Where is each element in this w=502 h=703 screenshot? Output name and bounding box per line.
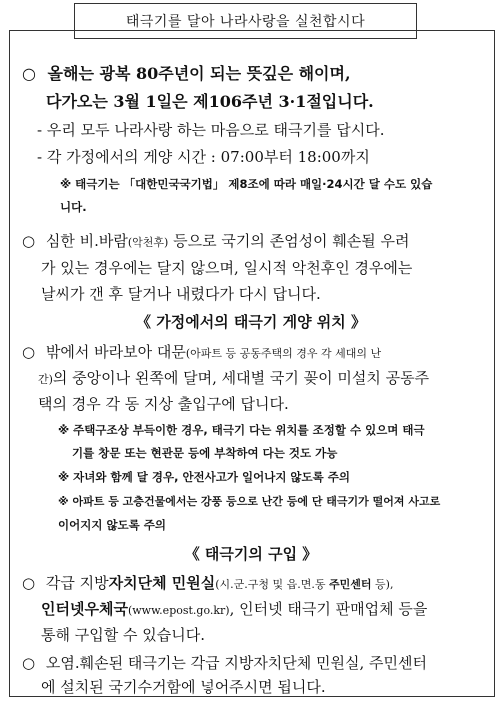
section3-note1-a: ※ 주택구조상 부득이한 경우, 태극기 다는 위치를 조정할 수 있으며 태극 [58,423,425,437]
section1-dash1: - 우리 모두 나라사랑 하는 마음으로 태극기를 답시다. [37,121,385,139]
section4-line2: 인터넷우체국(www.epost.go.kr), 인터넷 태극기 판매업체 등을 [41,600,428,618]
section3-line3: 택의 경우 각 동 지상 출입구에 답니다. [38,395,289,413]
section3-note3-a: ※ 아파트 등 고층건물에서는 강풍 등으로 난간 등에 단 태극기가 떨어져 사고로 [58,495,441,508]
page-title: 태극기를 달아 나라사랑을 실천합시다 [74,3,417,39]
section4-line1: ○ 각급 지방자치단체 민원실(시.군.구청 및 읍.면.동 주민센터 등), [22,574,394,592]
section5-line1: ○ 오염.훼손된 태극기는 각급 지방자치단체 민원실, 주민센터 [22,654,428,672]
section1-dash2: - 각 가정에서의 게양 시간 : 07:00부터 18:00까지 [37,148,370,166]
section3-line2: 간)의 중앙이나 왼쪽에 달며, 세대별 국기 꽂이 미설치 공동주 [38,369,430,387]
section2-line2: 가 있는 경우에는 달지 않으며, 일시적 악천후인 경우에는 [41,259,413,277]
section3-note1-b: 기를 창문 또는 현관문 등에 부착하여 다는 것도 가능 [72,446,338,460]
bullet: ○ [22,343,36,361]
section5-line2: 에 설치된 국기수거함에 넣어주시면 됩니다. [41,678,326,696]
section1-line2: 다가오는 3월 1일은 제106주년 3·1절입니다. [46,92,374,111]
section2-line3: 날씨가 갠 후 달거나 내렸다가 다시 답니다. [41,285,321,303]
section3-note2: ※ 자녀와 함께 달 경우, 안전사고가 일어나지 않도록 주의 [58,470,350,484]
section4-line3: 통해 구입할 수 있습니다. [41,626,205,644]
bullet: ○ [22,232,36,250]
bullet: ○ [22,64,36,83]
bullet: ○ [22,654,36,672]
section1-note-b: 니다. [60,200,87,214]
section1-line1: ○ 올해는 광복 80주년이 되는 뜻깊은 해이며, [22,64,351,83]
section3-line1: ○ 밖에서 바라보아 대문(아파트 등 공동주택의 경우 각 세대의 난 [22,343,382,361]
section2-line1: ○ 심한 비.바람(악천후) 등으로 국기의 존엄성이 훼손될 우려 [22,232,410,250]
heading-location: 《 가정에서의 태극기 게양 위치 》 [136,313,366,331]
section3-note3-b: 이어지지 않도록 주의 [58,518,166,532]
heading-purchase: 《 태극기의 구입 》 [184,545,318,563]
bullet: ○ [22,574,36,592]
section1-note-a: ※ 태극기는 「대한민국국기법」 제8조에 따라 매일·24시간 달 수도 있습 [60,177,433,191]
